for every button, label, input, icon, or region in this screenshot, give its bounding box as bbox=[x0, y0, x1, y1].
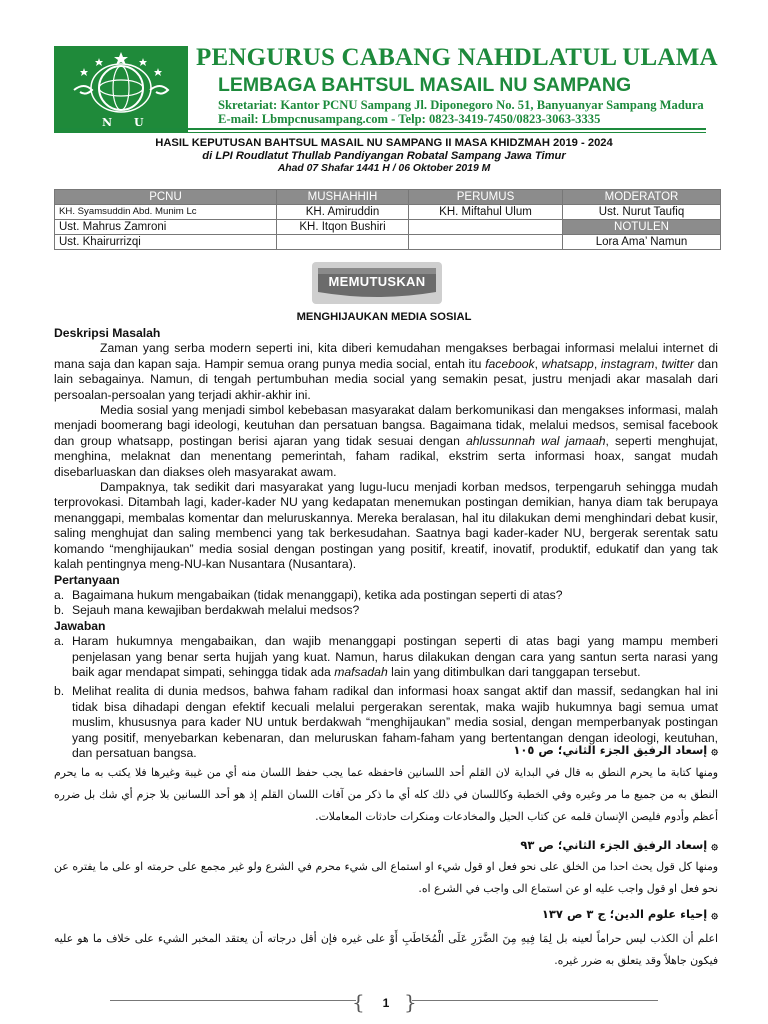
list-marker: b. bbox=[54, 603, 65, 618]
table-cell: KH. Itqon Bushiri bbox=[277, 220, 409, 235]
table-cell: Ust. Khairurrizqi bbox=[55, 235, 277, 250]
table-cell bbox=[409, 220, 563, 235]
letterhead-contact: E-mail: Lbmpcnusampang.com - Telp: 0823-3419-7450/0823-3063-3335 bbox=[218, 112, 601, 126]
list-item bbox=[54, 603, 718, 618]
text-run: , bbox=[534, 356, 542, 371]
table-cell: KH. Miftahul Ulum bbox=[409, 205, 563, 220]
decision-venue: di LPI Roudlatut Thullab Pandiyangan Robatal Sampang Jawa Timur bbox=[202, 150, 566, 162]
table-cell: KH. Syamsuddin Abd. Munim Lc bbox=[55, 205, 277, 220]
page-number: 1 bbox=[382, 996, 390, 1010]
letterhead-divider-thin bbox=[54, 132, 706, 133]
table-header: MUSHAHHIH bbox=[277, 190, 409, 205]
list-text: Bagaimana hukum mengabaikan (tidak menanggapi), ketika ada postingan seperti di atas? bbox=[72, 587, 563, 602]
deskripsi-section bbox=[54, 326, 718, 761]
table-row bbox=[55, 205, 721, 220]
text-run: , bbox=[654, 356, 662, 371]
reference-text: اعلم أن الكذب ليس حراماً لعينه بل لِمَا فِيهِ مِنَ الضَّرَرِ عَلَى الْمُخَاطَبِ أَوْ على غيره فإن أقل درجاته أن يعتقد المخبر الشيء على خلاف ما هو عليه فيكون جاهلاً وقد يتعلق به ضرر غيره. bbox=[54, 932, 718, 967]
footer-rule bbox=[110, 1000, 356, 1001]
deskripsi-paragraph-2 bbox=[54, 403, 718, 480]
footer-rule bbox=[412, 1000, 658, 1001]
footer-brace-right-icon: } bbox=[404, 990, 417, 1014]
text-run: إحياء علوم الدين؛ ج ٣ ص ١٣٧ bbox=[541, 907, 708, 921]
table-cell: KH. Amiruddin bbox=[277, 205, 409, 220]
list-marker: b. bbox=[54, 684, 65, 699]
list-marker: a. bbox=[54, 634, 65, 649]
reference-text: ومنها كل قول يحث احدا من الخلق على نحو فعل او قول شيء او استماع الى شيء محرم في الشرع ولو غير مجمع على حرمته او على ما يفتره عن نحو فعل او قول واجب عليه او عن استماع الى واجب في الشرع اه. bbox=[54, 860, 719, 895]
table-header: PERUMUS bbox=[409, 190, 563, 205]
text-run: Zaman yang serba modern seperti ini, kita diberi kemudahan mengakses berbagai informasi melalui internet di mana saja dan kapan saja. Hampir semua orang punya media social, entah itu bbox=[54, 341, 718, 371]
text-run: , bbox=[593, 356, 601, 371]
deskripsi-paragraph-3: Dampaknya, tak sedikit dari masyarakat yang lugu-lucu menjadi korban medsos, terpengaruh sehingga mudah terprovokasi. Ditambah lagi, kader-kader NU yang kedapatan menemukan postingan demikian, hanya diam tak berupaya menanggapi, membalas komentar dan meluruskannya. Mereka beralasan, hal itu dilakukan demi menghindari debat kusir, saling menghujat dan saling membenci yang tak berkesudahan. Saatnya bagi kader-kader NU, bergerak serentak satu komando “menghijaukan” media sosial dengan postingan yang positif, kreatif, inovatif, produktif, edukatif dan yang tak kalah pentingnya meng-NU-kan Nusantara (Nusantara). bbox=[54, 480, 718, 572]
text-run: إسعاد الرفيق الجزء الثاني؛ ص ٩٣ bbox=[520, 838, 708, 852]
decision-title: HASIL KEPUTUSAN BAHTSUL MASAIL NU SAMPANG II MASA KHIDZMAH 2019 - 2024 bbox=[155, 137, 613, 149]
reference-title: ۞ إحياء علوم الدين؛ ج ٣ ص ١٣٧ bbox=[541, 907, 718, 921]
text-run: twitter bbox=[661, 356, 694, 371]
letterhead-address: Skretariat: Kantor PCNU Sampang Jl. Diponegoro No. 51, Banyuanyar Sampang Madura bbox=[218, 98, 704, 112]
text-run: ahlussunnah wal jamaah bbox=[465, 433, 606, 448]
text-run: إسعاد الرفيق الجزء الثاني؛ ص ١٠٥ bbox=[513, 743, 708, 757]
nu-logo bbox=[54, 46, 188, 132]
text-run: facebook bbox=[485, 356, 535, 371]
letterhead-subtitle: LEMBAGA BAHTSUL MASAIL NU SAMPANG bbox=[218, 74, 632, 96]
reference-text: ومنها كتابة ما يحرم النطق به قال في البداية لان القلم أحد اللسانين فاحفظه عما يجب حفظ اللسان منه أي من غيبة وغيرها فلا يكتب به ما يحرم النطق به من جميع ما مر وغيره وفي الخطبة وكاللسان في ذلك كله أي ما ذكر من آفات اللسان القلم إذ هو أحد اللسانين بلا جزم أي شك بل ضرره أعظم وأدوم فليصن الإنسان قلمه عن كتاب الحيل والمخادعات ومنكرات حادثات المعاملات. bbox=[54, 766, 718, 823]
deskripsi-heading: Deskripsi Masalah bbox=[54, 326, 161, 340]
table-cell: Ust. Nurut Taufiq bbox=[563, 205, 721, 220]
reference-title: ۞ إسعاد الرفيق الجزء الثاني؛ ص ٩٣ bbox=[520, 838, 718, 852]
table-header: PCNU bbox=[55, 190, 277, 205]
letterhead-divider bbox=[54, 128, 706, 130]
table-row bbox=[55, 220, 721, 235]
decision-date: Ahad 07 Shafar 1441 H / 06 Oktober 2019 M bbox=[277, 163, 491, 174]
table-subheader-notulen: NOTULEN bbox=[563, 220, 721, 235]
letterhead-title: PENGURUS CABANG NAHDLATUL ULAMA bbox=[196, 44, 718, 71]
deskripsi-paragraph-1 bbox=[54, 341, 718, 403]
table-cell: Lora Ama’ Namun bbox=[563, 235, 721, 250]
text-run: instagram bbox=[600, 356, 655, 371]
topic-title: MENGHIJAUKAN MEDIA SOSIAL bbox=[296, 311, 472, 323]
text-run: Haram hukumnya mengabaikan, dan wajib menanggapi postingan seperti di atas bagi yang mampu memberi penjelasan yang benar serta hujjah yang kuat. Namun, harus dilakukan dengan cara yang santun serta narasi yang baik agar mendapat simpati, sehingga tidak ada bbox=[72, 634, 718, 679]
list-item bbox=[54, 634, 718, 680]
table-row bbox=[55, 235, 721, 250]
table-cell bbox=[277, 235, 409, 250]
text-run: whatsapp bbox=[541, 356, 594, 371]
reference-title: ۞ إسعاد الرفيق الجزء الثاني؛ ص ١٠٥ bbox=[513, 743, 718, 757]
table-header-row bbox=[55, 190, 721, 205]
list-item bbox=[54, 588, 718, 603]
table-cell: Ust. Mahrus Zamroni bbox=[55, 220, 277, 235]
list-marker: a. bbox=[54, 587, 65, 602]
list-text: Sejauh mana kewajiban berdakwah melalui medsos? bbox=[72, 603, 360, 618]
logo-lettering: N bbox=[102, 116, 113, 129]
memutuskan-label: MEMUTUSKAN bbox=[328, 274, 426, 289]
jawaban-heading: Jawaban bbox=[54, 618, 106, 633]
table-header: MODERATOR bbox=[563, 190, 721, 205]
text-run: lain yang ditimbulkan dari tanggapan tersebut. bbox=[387, 664, 641, 679]
footer-brace-left-icon: { bbox=[352, 990, 365, 1014]
text-run: Media sosial yang menjadi simbol kebebasan masyarakat dalam berkomunikasi dan mengakses informasi, malah menjadi boomerang bagi ideologi, keutuhan dan persatuan bangsa. Bagaimana tidak, melalui medsos, semisal facebook dan group whatsapp, postingan berisi ajaran yang tidak sesuai dengan bbox=[54, 403, 718, 448]
text-run: dan lain sebagainya. Namun, di tengah pertumbuhan media social yang semakin pesat, justru menjadi akar masalah dari persoalan-persoalan yang terjadi akhir-akhir ini. bbox=[54, 356, 718, 402]
text-run: , seperti menghujat, menghina, melaknat dan menentang pemerintah, faham radikal, ekstrim serta informasi hoax, sangat mudah disebarluaskan dan diakses oleh masyarakat awam. bbox=[54, 433, 718, 479]
pertanyaan-heading: Pertanyaan bbox=[54, 572, 120, 587]
table-cell bbox=[409, 235, 563, 250]
text-run: mafsadah bbox=[334, 664, 388, 679]
list-text: Melihat realita di dunia medsos, bahwa faham radikal dan informasi hoax sangat aktif dan massif, sedangkan hal ini tidak bisa dihadapi dengan efektif kecuali melalui pergerakan serentak, maka wajib hukumnya bagi semua umat muslim, khususnya para kader NU untuk berdakwah “menghijaukan” media sosial, dengan memperbanyak postingan yang positif, menyebarkan kebenaran, dan meluruskan faham-faham yang bertentangan dengan ideologi, keutuhan, dan persatuan bangsa. bbox=[72, 684, 718, 760]
participants-table bbox=[54, 189, 721, 250]
logo-lettering: U bbox=[134, 116, 144, 129]
